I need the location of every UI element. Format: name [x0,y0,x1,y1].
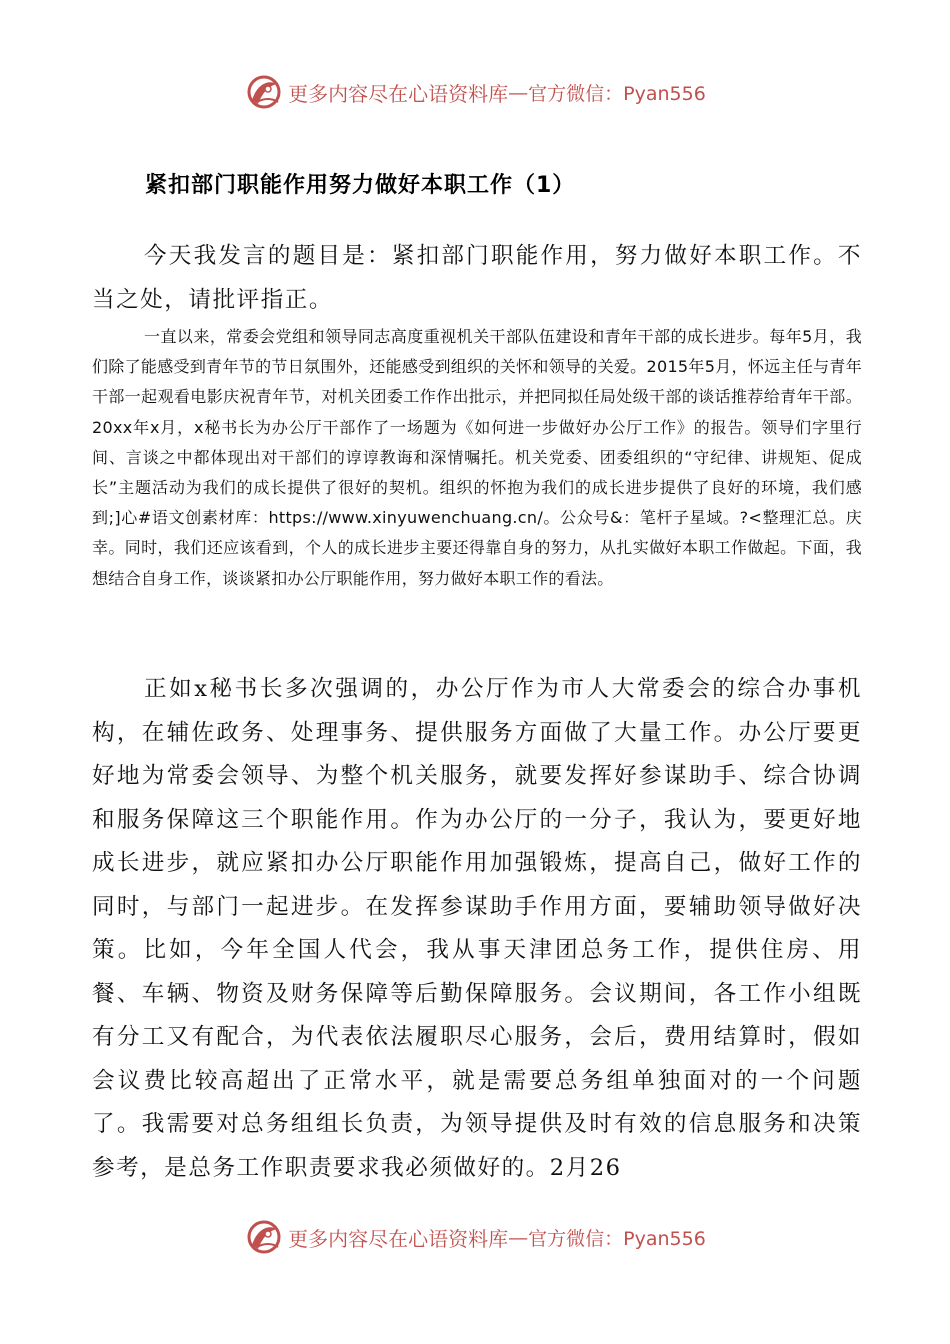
footer-contact-text: 官方微信：Pyan556 [528,1227,706,1250]
header-contact-text: 官方微信：Pyan556 [528,82,706,105]
document-title: 紧扣部门职能作用努力做好本职工作（1） [145,173,576,198]
small-text-paragraph: 一直以来，常委会党组和领导同志高度重视机关干部队伍建设和青年干部的成长进步。每年5月，我们除了能感受到青年节的节日氛围外，还能感受到组织的关怀和领导的关爱。2015年5月，怀远主任与青年干部一起观看电影庆祝青年节，对机关团委工作作出批示，并把同拟任局处级干部的谈话推荐给青年干部。20xx年x月，x秘书长为办公厅干部作了一场题为《如何进一步做好办公厅工作》的报告。领导们字里行间、言谈之中都体现出对干部们的谆谆教诲和深情嘱托。机关党委、团委组织的“守纪律、讲规矩、促成长”主题活动为我们的成长提供了很好的契机。组织的怀抱为我们的成长进步提供了良好的环境，我们感到;]心#语文创素材库：https://www.xinyuwenchuang.cn/。公众号&：笔杆子星域。?<整理汇总。庆幸。同时，我们还应该看到，个人的成长进步主要还得靠自身的努力，从扎实做好本职工作做起。下面，我想结合自身工作，谈谈紧扣办公厅职能作用，努力做好本职工作的看法。 [92,327,862,588]
logo-icon [244,72,284,112]
main-paragraph: 正如x秘书长多次强调的，办公厅作为市人大常委会的综合办事机构，在辅佐政务、处理事务、提供服务方面做了大量工作。办公厅要更好地为常委会领导、为整个机关服务，就要发挥好参谋助手、综合协调和服务保障这三个职能作用。作为办公厅的一分子，我认为，要更好地成长进步，就应紧扣办公厅职能作用加强锻炼，提高自己，做好工作的同时，与部门一起进步。在发挥参谋助手作用方面，要辅助领导做好决策。比如，今年全国人代会，我从事天津团总务工作，提供住房、用餐、车辆、物资及财务保障等后勤保障服务。会议期间，各工作小组既有分工又有配合，为代表依法履职尽心服务，会后，费用结算时，假如会议费比较高超出了正常水平，就是需要总务组单独面对的一个问题了。我需要对总务组组长负责，为领导提供及时有效的信息服务和决策参考，是总务工作职责要求我必须做好的。2月26 [92,676,862,1181]
footer-dash: — [508,1225,529,1249]
footer-brand-text: 更多内容尽在心语资料库 [288,1226,509,1251]
header-dash: — [508,80,529,104]
footer-banner [0,1217,950,1257]
header-banner [0,72,950,112]
intro-paragraph: 今天我发言的题目是：紧扣部门职能作用，努力做好本职工作。不当之处，请批评指正。 [92,243,862,313]
logo-icon [244,1217,284,1257]
header-brand-text: 更多内容尽在心语资料库 [288,81,509,106]
